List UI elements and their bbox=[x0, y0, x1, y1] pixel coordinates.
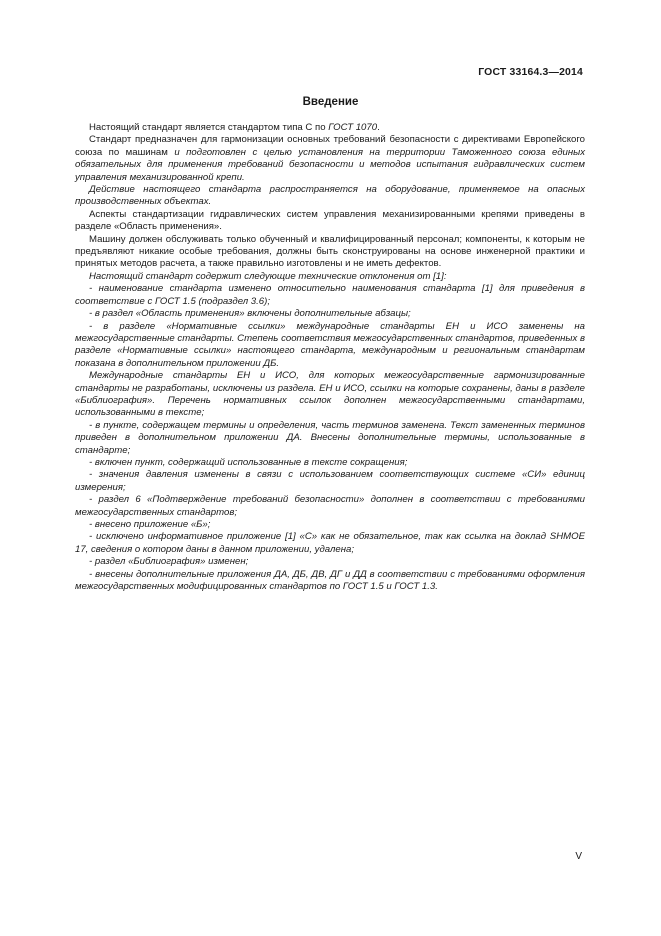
list-item: - в разделе «Нормативные ссылки» международные стандарты ЕН и ИСО заменены на межгосударственные стандарты. Степень соответствия межгосударственных стандартов, приведенных в разделе «Нормативные ссылки» настоящего стандарта, международным и региональным стандартам показана в дополнительном приложении ДБ. bbox=[75, 320, 585, 369]
list-item: - исключено информативное приложение [1] «С» как не обязательное, так как ссылка на доклад SHMOE 17, сведения о котором даны в данном приложении, удалена; bbox=[75, 531, 585, 555]
paragraph-aspects: Аспекты стандартизации гидравлических систем управления механизированными крепями приведены в разделе «Область применения». bbox=[75, 208, 585, 233]
paragraph-standard-type: Настоящий стандарт является стандартом типа С по ГОСТ 1070. bbox=[89, 122, 380, 133]
list-item: - внесены дополнительные приложения ДА, ДБ, ДВ, ДГ и ДД в соответствии с требованиями оформления межгосударственных модифицированных стандартов по ГОСТ 1.5 и ГОСТ 1.3. bbox=[75, 568, 585, 593]
paragraph-personnel: Машину должен обслуживать только обученный и квалифицированный персонал; компоненты, к которым не предъявляют никакие особые требования, должны быть сконструированы на основе инженерной практики и принятых методов расчета, а также правильно изготовлены и не иметь дефектов. bbox=[75, 233, 585, 270]
paragraph-international-standards: Международные стандарты ЕН и ИСО, для которых межгосударственные гармонизированные стандарты не разработаны, исключены из раздела. ЕН и ИСО, ссылки на которые сохранены, даны в разделе «Библиография». Перечень нормативных ссылок дополнен межгосударственными стандартами, использованными в тексте; bbox=[75, 370, 585, 419]
section-title: Введение bbox=[302, 96, 359, 108]
gost-1070-reference: ГОСТ 1070 bbox=[328, 122, 378, 133]
paragraph-scope: Действие настоящего стандарта распространяется на оборудование, применяемое на опасных производственных объектах. bbox=[75, 184, 585, 208]
document-id-header: ГОСТ 33164.3—2014 bbox=[478, 67, 583, 78]
paragraph-deviations-intro: Настоящий стандарт содержит следующие технические отклонения от [1]: bbox=[89, 270, 447, 282]
list-item: - включен пункт, содержащий использованные в тексте сокращения; bbox=[89, 456, 408, 468]
list-item: - значения давления изменены в связи с использованием соответствующих системе «СИ» единиц измерения; bbox=[75, 469, 585, 493]
list-item: - в пункте, содержащем термины и определения, часть терминов заменена. Текст замененных терминов приведен в дополнительном приложении ДА. Внесены дополнительные термины, использованные в стандарте; bbox=[75, 419, 585, 456]
list-item: - внесено приложение «Б»; bbox=[89, 519, 211, 530]
page-number: V bbox=[575, 851, 582, 862]
list-item: - наименование стандарта изменено относительно наименования стандарта [1] для приведения в соответствие с ГОСТ 1.5 (подраздел 3.6); bbox=[75, 283, 585, 307]
list-item: - в раздел «Область применения» включены дополнительные абзацы; bbox=[89, 308, 411, 320]
list-item: - раздел «Библиография» изменен; bbox=[89, 556, 249, 568]
paragraph-purpose: Стандарт предназначен для гармонизации основных требований безопасности с директивами Европейского союза по машинам и подготовлен с целью установления на территории Таможенного союза единых обязательных для применения требований безопасности и методов испытания гидравлических систем управления механизированной крепи. bbox=[75, 134, 586, 183]
list-item: - раздел 6 «Подтверждение требований безопасности» дополнен в соответствии с требованиями межгосударственных стандартов; bbox=[75, 494, 585, 518]
introduction-text bbox=[75, 122, 585, 593]
